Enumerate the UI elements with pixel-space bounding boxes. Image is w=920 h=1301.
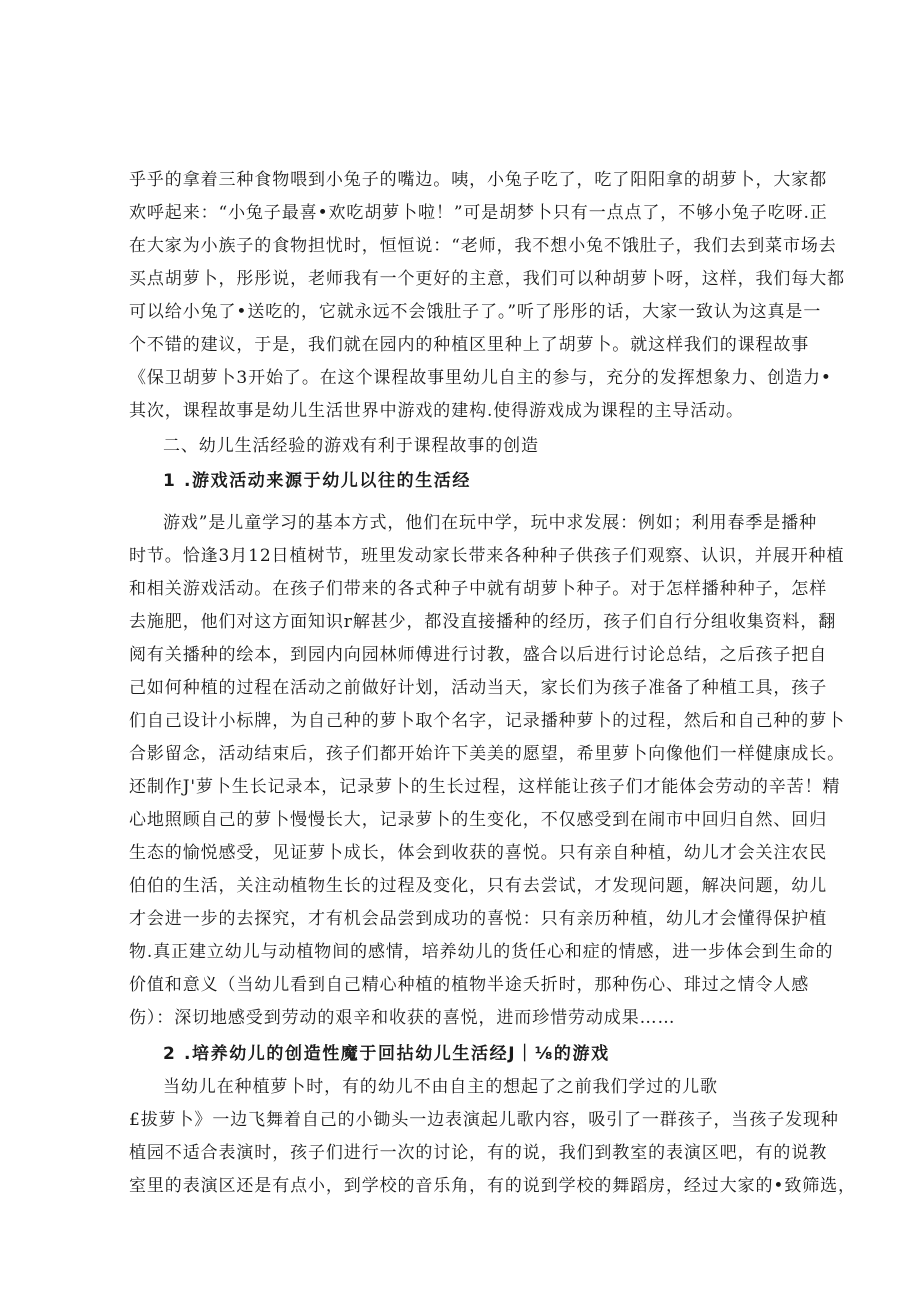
paragraph-1-line-3: 在大家为小族子的食物担忧时，恒恒说：“老师，我不想小兔不饿肚子，我们去到菜市场去	[129, 236, 837, 256]
paragraph-2-line-8: 合影留念，活动结束后，孩子们都开始许下美美的愿望，希里萝卜向像他们一样健康成长。	[129, 744, 845, 764]
paragraph-3-line-4: 室里的表演区还是有点小，到学校的音乐角，有的说到学校的舞蹈房，经过大家的•致筛选，	[129, 1176, 856, 1196]
paragraph-2-line-11: 生态的愉悦感受，见证萝卜成长，体会到收获的喜悦。只有亲自种植，幼儿才会关注农民	[129, 843, 828, 863]
paragraph-1-line-7: 《保卫胡萝卜3开始了。在这个课程故事里幼儿自主的参与，充分的发挥想象力、创造力•	[129, 368, 832, 388]
paragraph-1-line-5: 可以给小兔了•送吃的，它就永远不会饿肚子了。”听了彤彤的话，大家一致认为这真是一	[129, 302, 822, 322]
paragraph-1-line-1: 乎乎的拿着三种食物喂到小兔子的嘴边。咦，小兔子吃了，吃了阳阳拿的胡萝卜，大家都	[129, 170, 828, 190]
paragraph-2-line-4: 去施肥，他们对这方面知识r解甚少，都没直接播种的经历，孩子们自行分组收集资料，翻	[129, 612, 837, 632]
paragraph-3-line-3: 植园不适合表演时，孩子们进行一次的讨论，有的说，我们到教室的表演区吧，有的说教	[129, 1143, 828, 1163]
paragraph-2-line-5: 阅有关播种的绘本，到园内向园林师傅进行讨教，盛合以后进行讨论总结，之后孩子把自	[129, 645, 828, 665]
paragraph-2-line-10: 心地照顾自己的萝卜慢慢长大，记录萝卜的生变化，不仅感受到在闹市中回归自然、回归	[129, 810, 828, 830]
paragraph-2-line-14: 物.真正建立幼儿与动植物间的感情，培养幼儿的货任心和症的情感，进一步体会到生命的	[129, 942, 834, 962]
paragraph-2-line-1: 游戏”是儿童学习的基本方式，他们在玩中学，玩中求发展：例如；利用春季是播种	[163, 513, 817, 533]
paragraph-1-line-2: 欢呼起来：“小兔子最喜•欢吃胡萝卜啦！”可是胡梦卜只有一点点了，不够小兔子吃呀.正	[129, 203, 828, 223]
paragraph-1-line-6: 个不错的建议，于是，我们就在园内的种植区里种上了胡萝卜。就这样我们的课程故事	[129, 335, 810, 355]
paragraph-2-line-12: 伯伯的生活，关注动植物生长的过程及变化，只有去尝试，才发现问题，解决问题，幼儿	[129, 876, 828, 896]
paragraph-1-line-8: 其次，课程故事是幼儿生活世界中游戏的建构.使得游戏成为课程的主导活动。	[129, 401, 744, 421]
paragraph-3-line-2: £拔萝卜》一边飞舞着自己的小锄头一边表演起儿歌内容，吸引了一群孩子，当孩子发现种	[129, 1110, 839, 1130]
paragraph-2-line-3: 和相关游戏活动。在孩子们带来的各式种子中就有胡萝卜种子。对于怎样播种种子，怎样	[129, 579, 828, 599]
paragraph-2-line-16: 伤）：深切地感受到劳动的艰辛和收获的喜悦，进而珍惜劳动成果……	[129, 1008, 676, 1028]
subheading-2: 2 .培养幼儿的创造性魔于回拈幼儿生活经J｜⅛的游戏	[163, 1044, 610, 1064]
paragraph-1-line-4: 买点胡萝卜，彤彤说，老师我有一个更好的主意，我们可以种胡萝卜呀，这样，我们每大都	[129, 269, 845, 289]
paragraph-2-line-9: 还制作J'萝卜生长记录本，记录萝卜的生长过程，这样能让孩子们才能体会劳动的辛苦！精	[129, 777, 841, 797]
paragraph-2-line-13: 才会进一步的去探究，才有机会品尝到成功的喜悦：只有亲历种植，幼儿才会懂得保护植	[129, 909, 828, 929]
section-title: 二、幼儿生活经验的游戏有利于课程故事的创造	[163, 436, 539, 456]
paragraph-2-line-7: 们自己设计小标牌，为自己种的萝卜取个名字，记录播种萝卜的过程，然后和自己种的萝卜	[129, 711, 845, 731]
paragraph-3-line-1: 当幼儿在种植萝卜时，有的幼儿不由自主的想起了之前我们学过的儿歌	[163, 1077, 718, 1097]
paragraph-2-line-2: 时节。恰逢3月12日植树节，班里发动家长带来各种种子供孩子们观察、认识，并展开种植	[129, 546, 845, 566]
paragraph-2-line-6: 己如何种植的过程在活动之前做好计划，活动当天，家长们为孩子准备了种植工具，孩子	[129, 678, 828, 698]
subheading-1: 1 .游戏活动来源于幼儿以往的生活经	[163, 471, 472, 491]
paragraph-2-line-15: 价值和意义（当幼儿看到自己精心种植的植物半途夭折时，那种伤心、琲过之情令人感	[129, 975, 810, 995]
